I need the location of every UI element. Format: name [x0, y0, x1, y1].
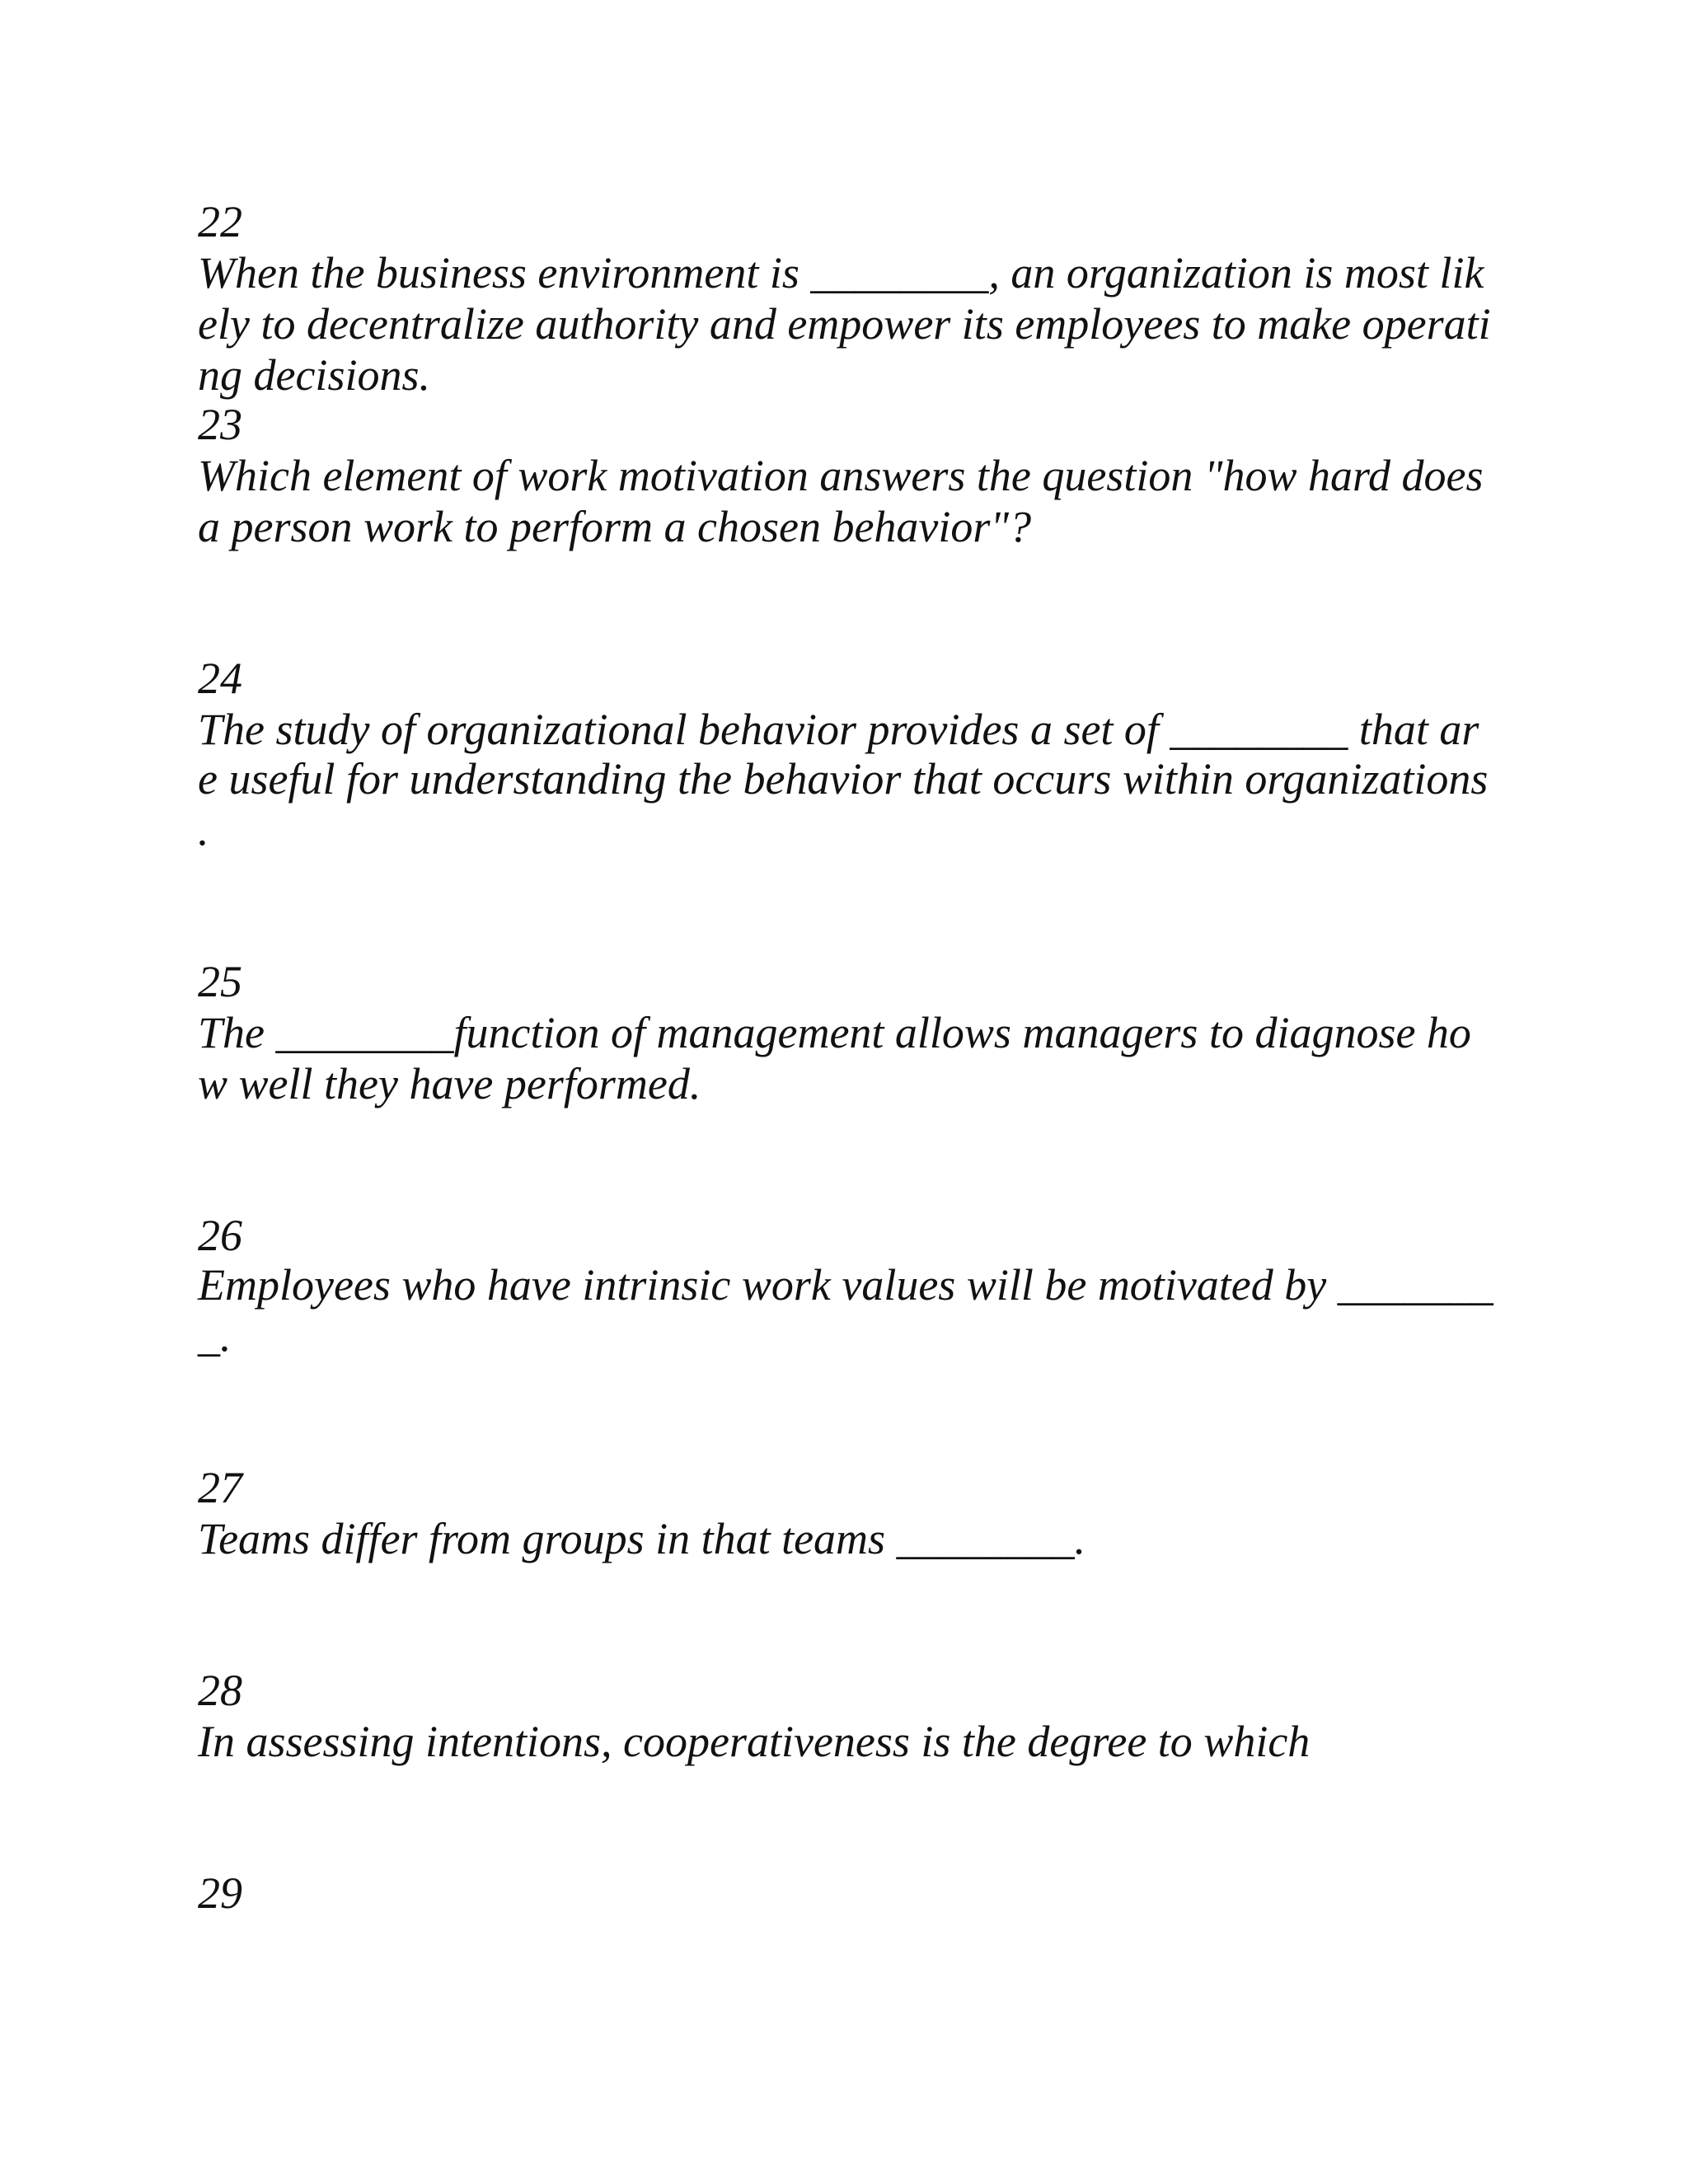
question-text-line: ng decisions. [198, 350, 430, 400]
question-text-line: _. [198, 1311, 232, 1361]
question-number: 28 [198, 1666, 242, 1715]
question-text-line: Teams differ from groups in that teams ________. [198, 1514, 1086, 1563]
question-text-line: Employees who have intrinsic work values will be motivated by _______ [198, 1260, 1493, 1310]
question-text-line: Which element of work motivation answers the question "how hard does [198, 451, 1484, 500]
question-number: 24 [198, 654, 242, 703]
question-text-line: The study of organizational behavior provides a set of ________ that ar [198, 705, 1479, 754]
question-number: 25 [198, 957, 242, 1006]
question-number: 26 [198, 1211, 242, 1260]
question-text-line: w well they have performed. [198, 1059, 701, 1108]
question-text-line: The ________function of management allows managers to diagnose ho [198, 1008, 1471, 1057]
question-number: 22 [198, 197, 242, 246]
question-number: 23 [198, 400, 242, 449]
question-text-line: In assessing intentions, cooperativeness is the degree to which [198, 1717, 1311, 1766]
question-text-line: a person work to perform a chosen behavior"? [198, 502, 1032, 551]
question-number: 29 [198, 1868, 242, 1918]
question-text-line: When the business environment is ________, an organization is most lik [198, 248, 1484, 298]
question-number: 27 [198, 1463, 242, 1512]
question-text-line: ely to decentralize authority and empower its employees to make operati [198, 299, 1491, 349]
question-text-line: e useful for understanding the behavior that occurs within organizations [198, 754, 1489, 804]
question-text-line: . [198, 805, 209, 855]
